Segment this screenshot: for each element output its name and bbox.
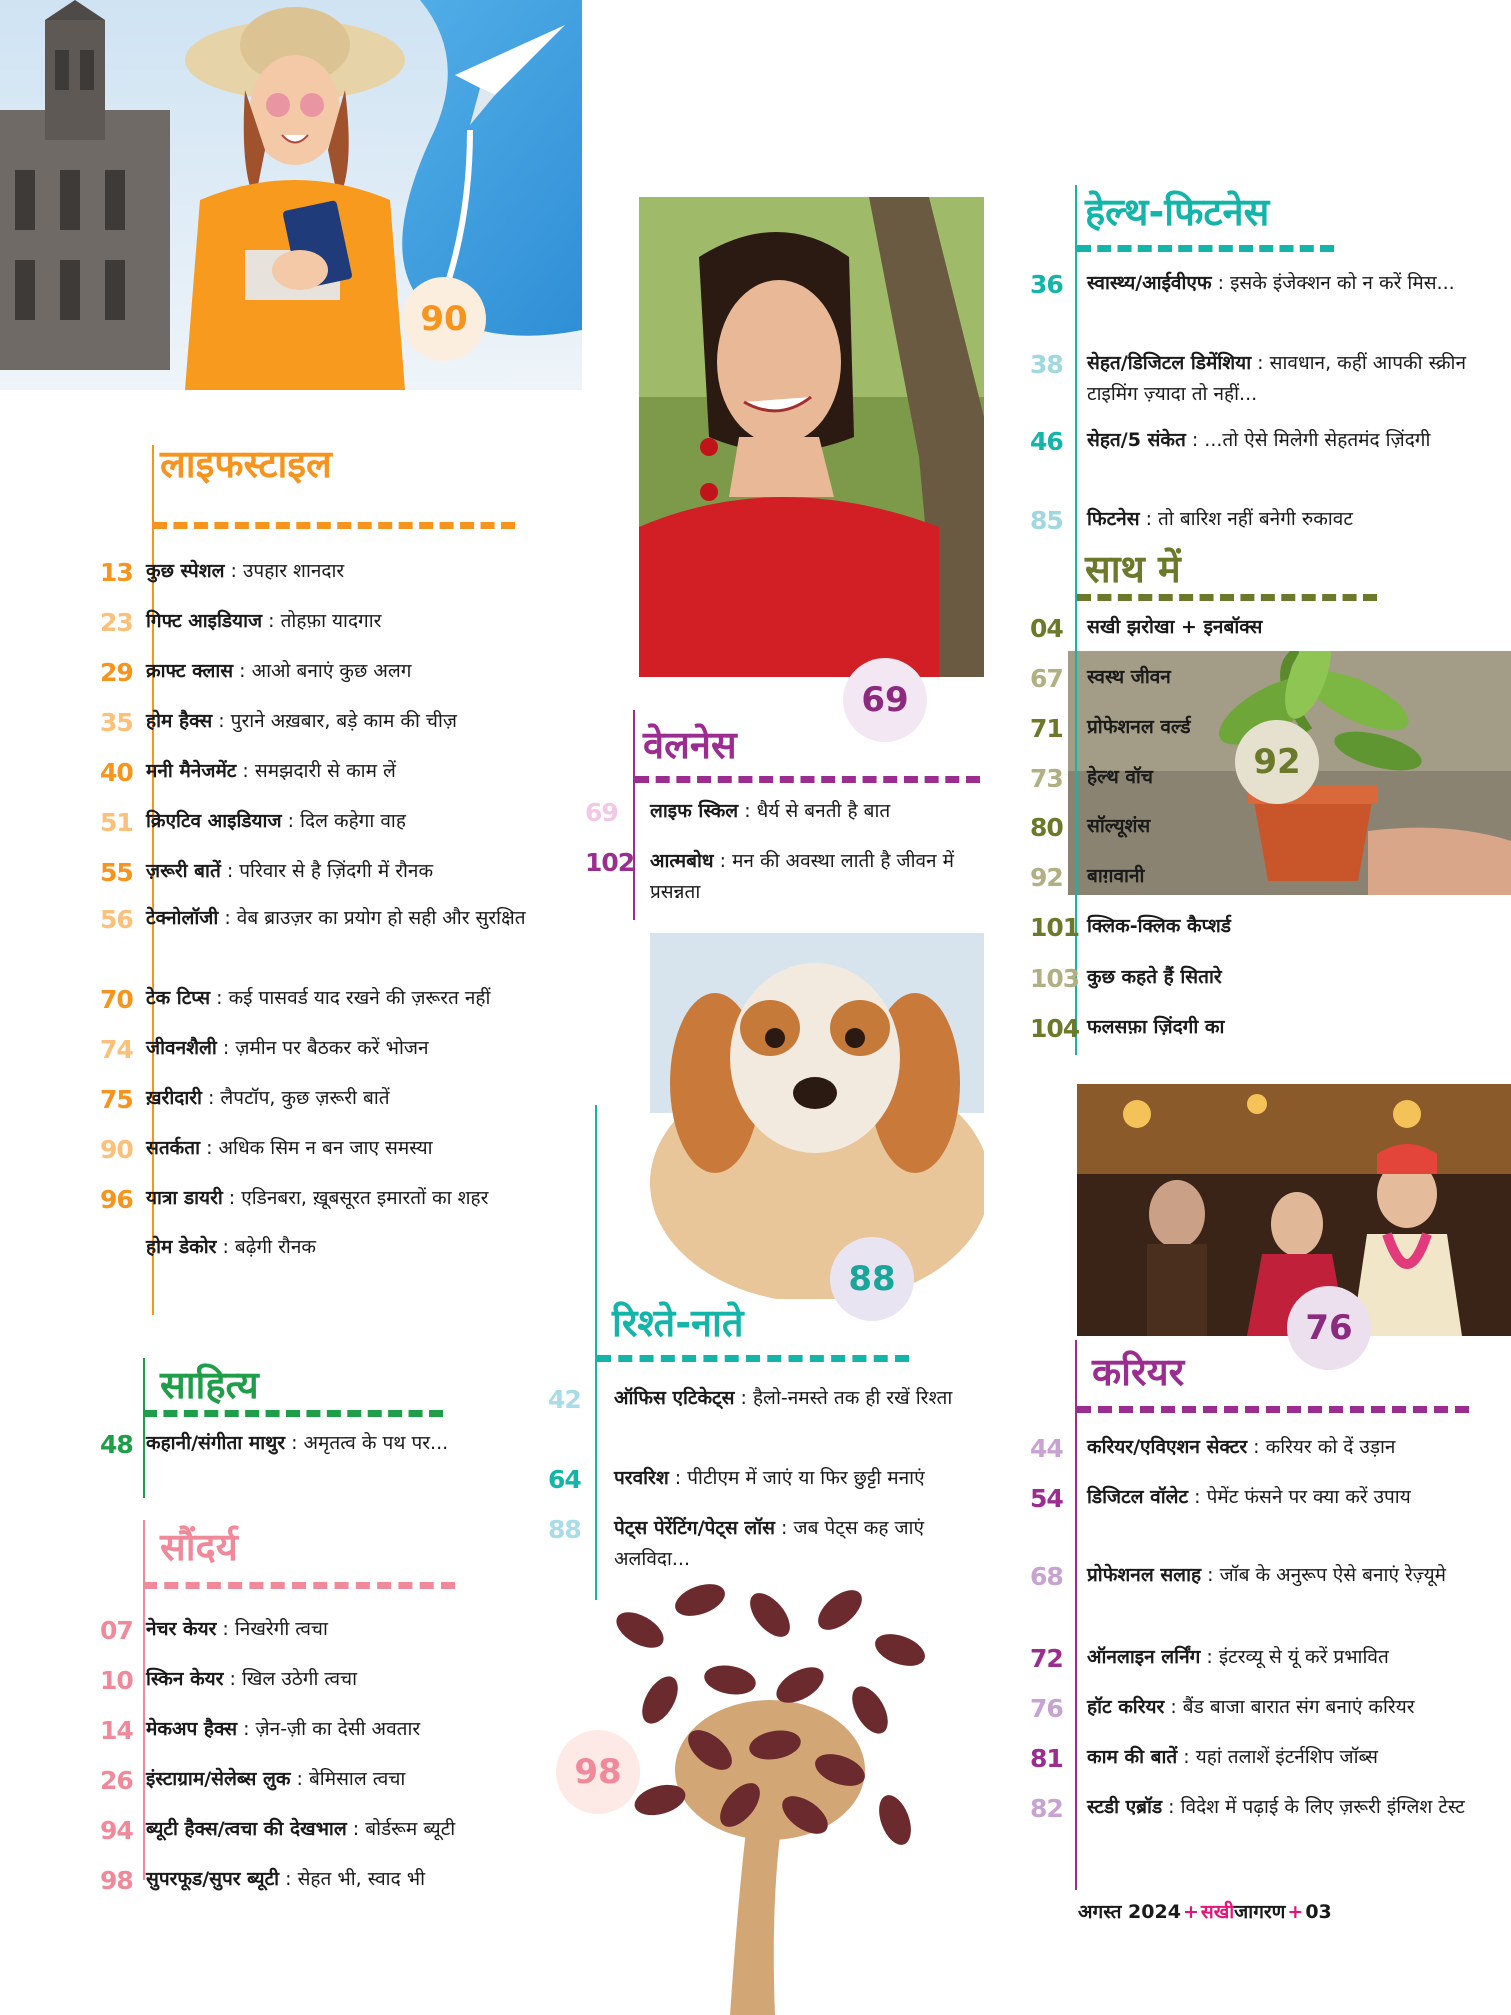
separator: : [222, 1187, 242, 1209]
entry-title: ज़रूरी बातें [146, 860, 221, 882]
page-number: 82 [1030, 1794, 1063, 1823]
separator: : [290, 1768, 309, 1790]
entry-description: सावधान, कहीं आपकी स्क्रीन टाइमिंग ज़्यादा तो नहीं... [1087, 352, 1467, 405]
page-badge: 90 [402, 277, 486, 361]
separator: : [223, 1668, 242, 1690]
toc-entry[interactable] [650, 846, 975, 908]
page-number: 38 [1030, 350, 1063, 379]
separator: : [1185, 429, 1205, 451]
page-number: 40 [100, 758, 133, 787]
page-number: 96 [100, 1185, 133, 1214]
toc-entry[interactable] [1087, 712, 1467, 743]
page-number: 76 [1030, 1694, 1063, 1723]
entry-description: अमृतत्व के पथ पर... [303, 1432, 449, 1454]
toc-entry[interactable] [146, 1814, 576, 1845]
entry-title: करियर/एविएशन सेक्टर [1087, 1436, 1248, 1458]
separator: : [279, 1868, 298, 1890]
toc-entry[interactable] [1087, 861, 1467, 892]
separator: : [281, 810, 301, 832]
page-number: 85 [1030, 506, 1063, 535]
toc-entry[interactable] [1087, 962, 1467, 993]
separator: : [734, 1387, 753, 1409]
separator: : [285, 1432, 304, 1454]
divider [143, 1520, 145, 1880]
entry-description: खिल उठेगी त्वचा [241, 1668, 358, 1690]
toc-entry[interactable] [146, 983, 576, 1014]
entry-description: विदेश में पढ़ाई के लिए ज़रूरी इंग्लिश टेस्ट [1180, 1796, 1465, 1818]
separator: : [346, 1818, 366, 1840]
page-badge: 92 [1235, 720, 1319, 804]
toc-entry[interactable] [614, 1513, 1004, 1575]
toc-entry[interactable] [146, 606, 576, 637]
section-title-relations: रिश्ते-नाते [612, 1301, 744, 1345]
plus-icon: + [1182, 1901, 1199, 1923]
toc-entry[interactable] [1087, 911, 1467, 942]
page-footer [1078, 1898, 1332, 1924]
toc-entry[interactable] [1087, 1742, 1487, 1773]
entry-description: बैंड बाजा बारात संग बनाएं करियर [1182, 1696, 1415, 1718]
entry-title: क्राफ्ट क्लास [146, 660, 234, 682]
page-number: 92 [1030, 863, 1063, 892]
toc-entry[interactable] [146, 856, 576, 887]
section-underline [1077, 594, 1377, 601]
entry-title: कुछ स्पेशल [146, 560, 225, 582]
separator: : [1247, 1436, 1266, 1458]
page-number: 68 [1030, 1562, 1063, 1591]
entry-description: जब पेट्स कह जाएं अलविदा... [614, 1517, 924, 1570]
toc-entry[interactable] [1087, 1012, 1467, 1043]
separator: : [1201, 1564, 1220, 1586]
section-title-health: हेल्थ-फिटनेस [1085, 190, 1270, 234]
page-number: 74 [100, 1035, 133, 1064]
entry-description: तो बारिश नहीं बनेगी रुकावट [1158, 508, 1353, 530]
entry-description: पेमेंट फंसने पर क्या करें उपाय [1206, 1486, 1411, 1508]
wellness-photo [639, 197, 984, 677]
entry-description: सेहत भी, स्वाद भी [297, 1868, 426, 1890]
separator: : [775, 1517, 794, 1539]
entry-description: उपहार शानदार [243, 560, 345, 582]
toc-entry[interactable] [1087, 1692, 1487, 1723]
entry-title: स्किन केयर [146, 1668, 224, 1690]
entry-title: पेट्स पेरेंटिंग/पेट्स लॉस [614, 1517, 775, 1539]
page-number: 48 [100, 1430, 133, 1459]
entry-description: बढ़ेगी रौनक [234, 1236, 316, 1258]
toc-entry[interactable] [1087, 662, 1467, 693]
entry-title: नेचर केयर [146, 1618, 217, 1640]
entry-title: सखी झरोखा + इनबॉक्स [1087, 616, 1263, 638]
entry-title: परवरिश [614, 1467, 669, 1489]
page-number: 07 [100, 1616, 133, 1645]
toc-entry[interactable] [1087, 425, 1467, 456]
page-number: 94 [100, 1816, 133, 1845]
entry-description: हैलो-नमस्ते तक ही रखें रिश्ता [752, 1387, 953, 1409]
separator: : [216, 1618, 235, 1640]
entry-description: समझदारी से काम लें [254, 760, 396, 782]
toc-entry[interactable] [146, 1864, 576, 1895]
toc-entry[interactable] [146, 1033, 576, 1064]
toc-entry[interactable] [146, 903, 576, 934]
page-number: 56 [100, 905, 133, 934]
entry-title: क्रिएटिव आइडियाज [146, 810, 282, 832]
separator: : [216, 1236, 235, 1258]
separator: : [713, 850, 733, 872]
toc-entry[interactable] [146, 706, 576, 737]
entry-description: ज़मीन पर बैठकर करें भोजन [235, 1037, 429, 1059]
page-number: 64 [548, 1465, 581, 1494]
page-number: 04 [1030, 614, 1063, 643]
toc-entry[interactable] [1087, 612, 1467, 643]
footer-month: अगस्त 2024 [1078, 1901, 1181, 1923]
entry-title: स्वस्थ जीवन [1087, 666, 1171, 688]
page-number: 72 [1030, 1644, 1063, 1673]
footer-brand: सखी [1200, 1901, 1235, 1923]
toc-entry[interactable] [650, 796, 975, 827]
page-number: 10 [100, 1666, 133, 1695]
career-photo [1077, 1084, 1511, 1336]
plus-icon: + [1287, 1901, 1304, 1923]
entry-title: डिजिटल वॉलेट [1087, 1486, 1189, 1508]
section-title-wellness: वेलनेस [643, 723, 737, 767]
page-badge: 98 [556, 1730, 640, 1814]
page-number: 29 [100, 658, 133, 687]
section-underline [1077, 1406, 1469, 1413]
page-number: 55 [100, 858, 133, 887]
separator: : [1177, 1746, 1196, 1768]
page-number: 102 [585, 848, 635, 877]
toc-entry[interactable] [146, 556, 576, 587]
section-underline [1077, 245, 1334, 252]
entry-description: निखरेगी त्वचा [234, 1618, 328, 1640]
entry-description: पुराने अख़बार, बड़े काम की चीज़ [230, 710, 458, 732]
toc-entry[interactable] [146, 806, 576, 837]
separator: : [201, 1087, 221, 1109]
entry-title: आत्मबोध [650, 850, 714, 872]
separator: : [1188, 1486, 1207, 1508]
entry-title: होम हैक्स [146, 710, 213, 732]
separator: : [237, 1718, 256, 1740]
entry-description: करियर को दें उड़ान [1265, 1436, 1396, 1458]
section-underline [143, 1410, 443, 1417]
section-title-career: करियर [1092, 1350, 1185, 1394]
entry-description: बेमिसाल त्वचा [308, 1768, 406, 1790]
entry-title: फलसफ़ा ज़िंदगी का [1087, 1016, 1225, 1038]
page-number: 81 [1030, 1744, 1063, 1773]
page-number: 70 [100, 985, 133, 1014]
entry-title: ख़रीदारी [146, 1087, 202, 1109]
footer-brand-2: जागरण [1234, 1901, 1286, 1923]
toc-entry[interactable] [146, 1133, 576, 1164]
entry-description: इंटरव्यू से यूं करें प्रभावित [1218, 1646, 1389, 1668]
page-number: 67 [1030, 664, 1063, 693]
page-number: 98 [100, 1866, 133, 1895]
page-number: 104 [1030, 1014, 1080, 1043]
travel-illustration [0, 0, 582, 390]
toc-entry[interactable] [1087, 762, 1467, 793]
entry-title: ब्यूटी हैक्स/त्वचा की देखभाल [146, 1818, 347, 1840]
toc-entry[interactable] [1087, 504, 1467, 535]
separator: : [1162, 1796, 1181, 1818]
entry-title: ऑनलाइन लर्निंग [1087, 1646, 1201, 1668]
separator: : [216, 1037, 236, 1059]
separator: : [224, 560, 243, 582]
toc-entry[interactable] [146, 1614, 576, 1645]
entry-description: मन की अवस्था लाती है जीवन में प्रसन्नता [650, 850, 955, 903]
entry-title: मनी मैनेजमेंट [146, 760, 237, 782]
page-number: 101 [1030, 913, 1080, 942]
entry-title: प्रोफेशनल सलाह [1087, 1564, 1202, 1586]
entry-title: प्रोफेशनल वर्ल्ड [1087, 716, 1191, 738]
separator: : [200, 1137, 219, 1159]
entry-title: सॉल्यूशंस [1087, 815, 1151, 837]
entry-title: कुछ कहते हैं सितारे [1087, 966, 1222, 988]
toc-entry[interactable] [1087, 1482, 1487, 1513]
page-badge: 76 [1287, 1286, 1371, 1370]
page-number: 54 [1030, 1484, 1063, 1513]
entry-title: इंस्टाग्राम/सेलेब्स लुक [146, 1768, 291, 1790]
divider [1075, 1340, 1077, 1890]
toc-entry[interactable] [146, 756, 576, 787]
separator: : [218, 907, 237, 929]
entry-description: ज़ेन-ज़ी का देसी अवतार [255, 1718, 421, 1740]
page-number: 103 [1030, 964, 1080, 993]
entry-title: बाग़वानी [1087, 865, 1145, 887]
entry-description: आओ बनाएं कुछ अलग [251, 660, 412, 682]
separator: : [1200, 1646, 1219, 1668]
toc-entry[interactable] [146, 656, 576, 687]
entry-title: कहानी/संगीता माथुर [146, 1432, 286, 1454]
entry-description: पीटीएम में जाएं या फिर छुट्टी मनाएं [687, 1467, 925, 1489]
entry-title: काम की बातें [1087, 1746, 1178, 1768]
toc-entry[interactable] [1087, 811, 1467, 842]
section-title-lifestyle: लाइफस्टाइल [160, 442, 332, 486]
page-number: 44 [1030, 1434, 1063, 1463]
page-badge: 88 [830, 1237, 914, 1321]
separator: : [1251, 352, 1270, 374]
entry-title: फिटनेस [1087, 508, 1140, 530]
entry-title: मेकअप हैक्स [146, 1718, 238, 1740]
footer-page: 03 [1305, 1901, 1332, 1923]
page-number: 75 [100, 1085, 133, 1114]
toc-entry[interactable] [614, 1463, 1004, 1494]
separator: : [668, 1467, 688, 1489]
entry-description: वेब ब्राउज़र का प्रयोग हो सही और सुरक्षित [236, 907, 526, 929]
entry-title: टेक्नोलॉजी [146, 907, 219, 929]
section-underline [153, 522, 515, 529]
entry-title: ऑफिस एटिकेट्स [614, 1387, 735, 1409]
separator: : [262, 610, 281, 632]
separator: : [210, 987, 229, 1009]
entry-title: सेहत/डिजिटल डिमेंशिया [1087, 352, 1252, 374]
toc-entry[interactable] [1087, 1432, 1487, 1463]
entry-title: लाइफ स्किल [650, 800, 739, 822]
divider [633, 710, 635, 920]
toc-entry[interactable] [1087, 1642, 1487, 1673]
entry-description: जॉब के अनुरूप ऐसे बनाएं रेज़्यूमे [1219, 1564, 1447, 1586]
entry-title: टेक टिप्स [146, 987, 211, 1009]
pets-photo [650, 933, 984, 1299]
page-number: 36 [1030, 270, 1063, 299]
entry-title: क्लिक-क्लिक कैप्शर्ड [1087, 915, 1231, 937]
separator: : [236, 760, 255, 782]
page-number: 42 [548, 1385, 581, 1414]
section-underline [143, 1582, 455, 1589]
toc-entry[interactable] [146, 1183, 576, 1214]
toc-entry[interactable] [146, 1714, 576, 1745]
entry-title: जीवनशैली [146, 1037, 217, 1059]
separator: : [212, 710, 231, 732]
page-number: 90 [100, 1135, 133, 1164]
section-title-literature: साहित्य [160, 1363, 259, 1407]
entry-description: अधिक सिम न बन जाए समस्या [218, 1137, 433, 1159]
entry-description: लैपटॉप, कुछ ज़रूरी बातें [220, 1087, 390, 1109]
page-number: 35 [100, 708, 133, 737]
separator: : [1139, 508, 1159, 530]
separator: : [220, 860, 240, 882]
entry-title: सेहत/5 संकेत [1087, 429, 1186, 451]
page-number: 73 [1030, 764, 1063, 793]
entry-description: दिल कहेगा वाह [300, 810, 406, 832]
entry-description: बोर्डरूम ब्यूटी [365, 1818, 456, 1840]
entry-description: यहां तलाशें इंटर्नशिप जॉब्स [1195, 1746, 1378, 1768]
entry-description: कई पासवर्ड याद रखने की ज़रूरत नहीं [228, 987, 491, 1009]
page-number: 23 [100, 608, 133, 637]
toc-entry[interactable] [146, 1664, 576, 1695]
entry-title: सुपरफूड/सुपर ब्यूटी [146, 1868, 280, 1890]
toc-entry[interactable] [614, 1383, 1004, 1414]
page-number: 13 [100, 558, 133, 587]
entry-title: स्वास्थ्य/आईवीएफ [1087, 272, 1212, 294]
toc-entry[interactable] [1087, 1560, 1487, 1591]
entry-title: हॉट करियर [1087, 1696, 1165, 1718]
section-title-regular: साथ में [1085, 547, 1181, 591]
page-number: 26 [100, 1766, 133, 1795]
toc-entry[interactable] [146, 1083, 576, 1114]
toc-entry[interactable] [146, 1428, 476, 1459]
section-underline [635, 776, 980, 783]
entry-title: हेल्थ वॉच [1087, 766, 1153, 788]
page-number: 69 [585, 798, 618, 827]
separator: : [738, 800, 757, 822]
page-number: 71 [1030, 714, 1063, 743]
entry-description: एडिनबरा, ख़ूबसूरत इमारतों का शहर [241, 1187, 489, 1209]
toc-entry[interactable] [1087, 268, 1467, 299]
entry-title: गिफ्ट आइडियाज [146, 610, 263, 632]
entry-description: परिवार से है ज़िंदगी में रौनक [239, 860, 434, 882]
page-badge: 69 [843, 658, 927, 742]
entry-title: होम डेकोर [146, 1236, 217, 1258]
toc-entry[interactable] [1087, 348, 1467, 410]
entry-title: यात्रा डायरी [146, 1187, 223, 1209]
entry-description: ...तो ऐसे मिलेगी सेहतमंद ज़िंदगी [1204, 429, 1431, 451]
separator: : [1164, 1696, 1183, 1718]
entry-description: इसके इंजेक्शन को न करें मिस... [1230, 272, 1455, 294]
entry-title: सतर्कता [146, 1137, 201, 1159]
section-underline [597, 1355, 909, 1362]
toc-entry[interactable] [1087, 1792, 1487, 1823]
separator: : [1211, 272, 1231, 294]
page-number: 51 [100, 808, 133, 837]
section-title-beauty: सौंदर्य [160, 1525, 238, 1569]
page-number: 14 [100, 1716, 133, 1745]
page-number: 80 [1030, 813, 1063, 842]
toc-entry[interactable] [146, 1764, 576, 1795]
superfood-photo [600, 1570, 935, 2015]
divider [143, 1358, 145, 1498]
entry-title: स्टडी एब्रॉड [1087, 1796, 1163, 1818]
divider [595, 1105, 597, 1600]
toc-entry[interactable] [146, 1232, 576, 1263]
entry-description: धैर्य से बनती है बात [756, 800, 891, 822]
page-number: 88 [548, 1515, 581, 1544]
separator: : [233, 660, 252, 682]
travel-photo [0, 0, 582, 390]
entry-description: तोहफ़ा यादगार [280, 610, 382, 632]
page-number: 46 [1030, 427, 1063, 456]
